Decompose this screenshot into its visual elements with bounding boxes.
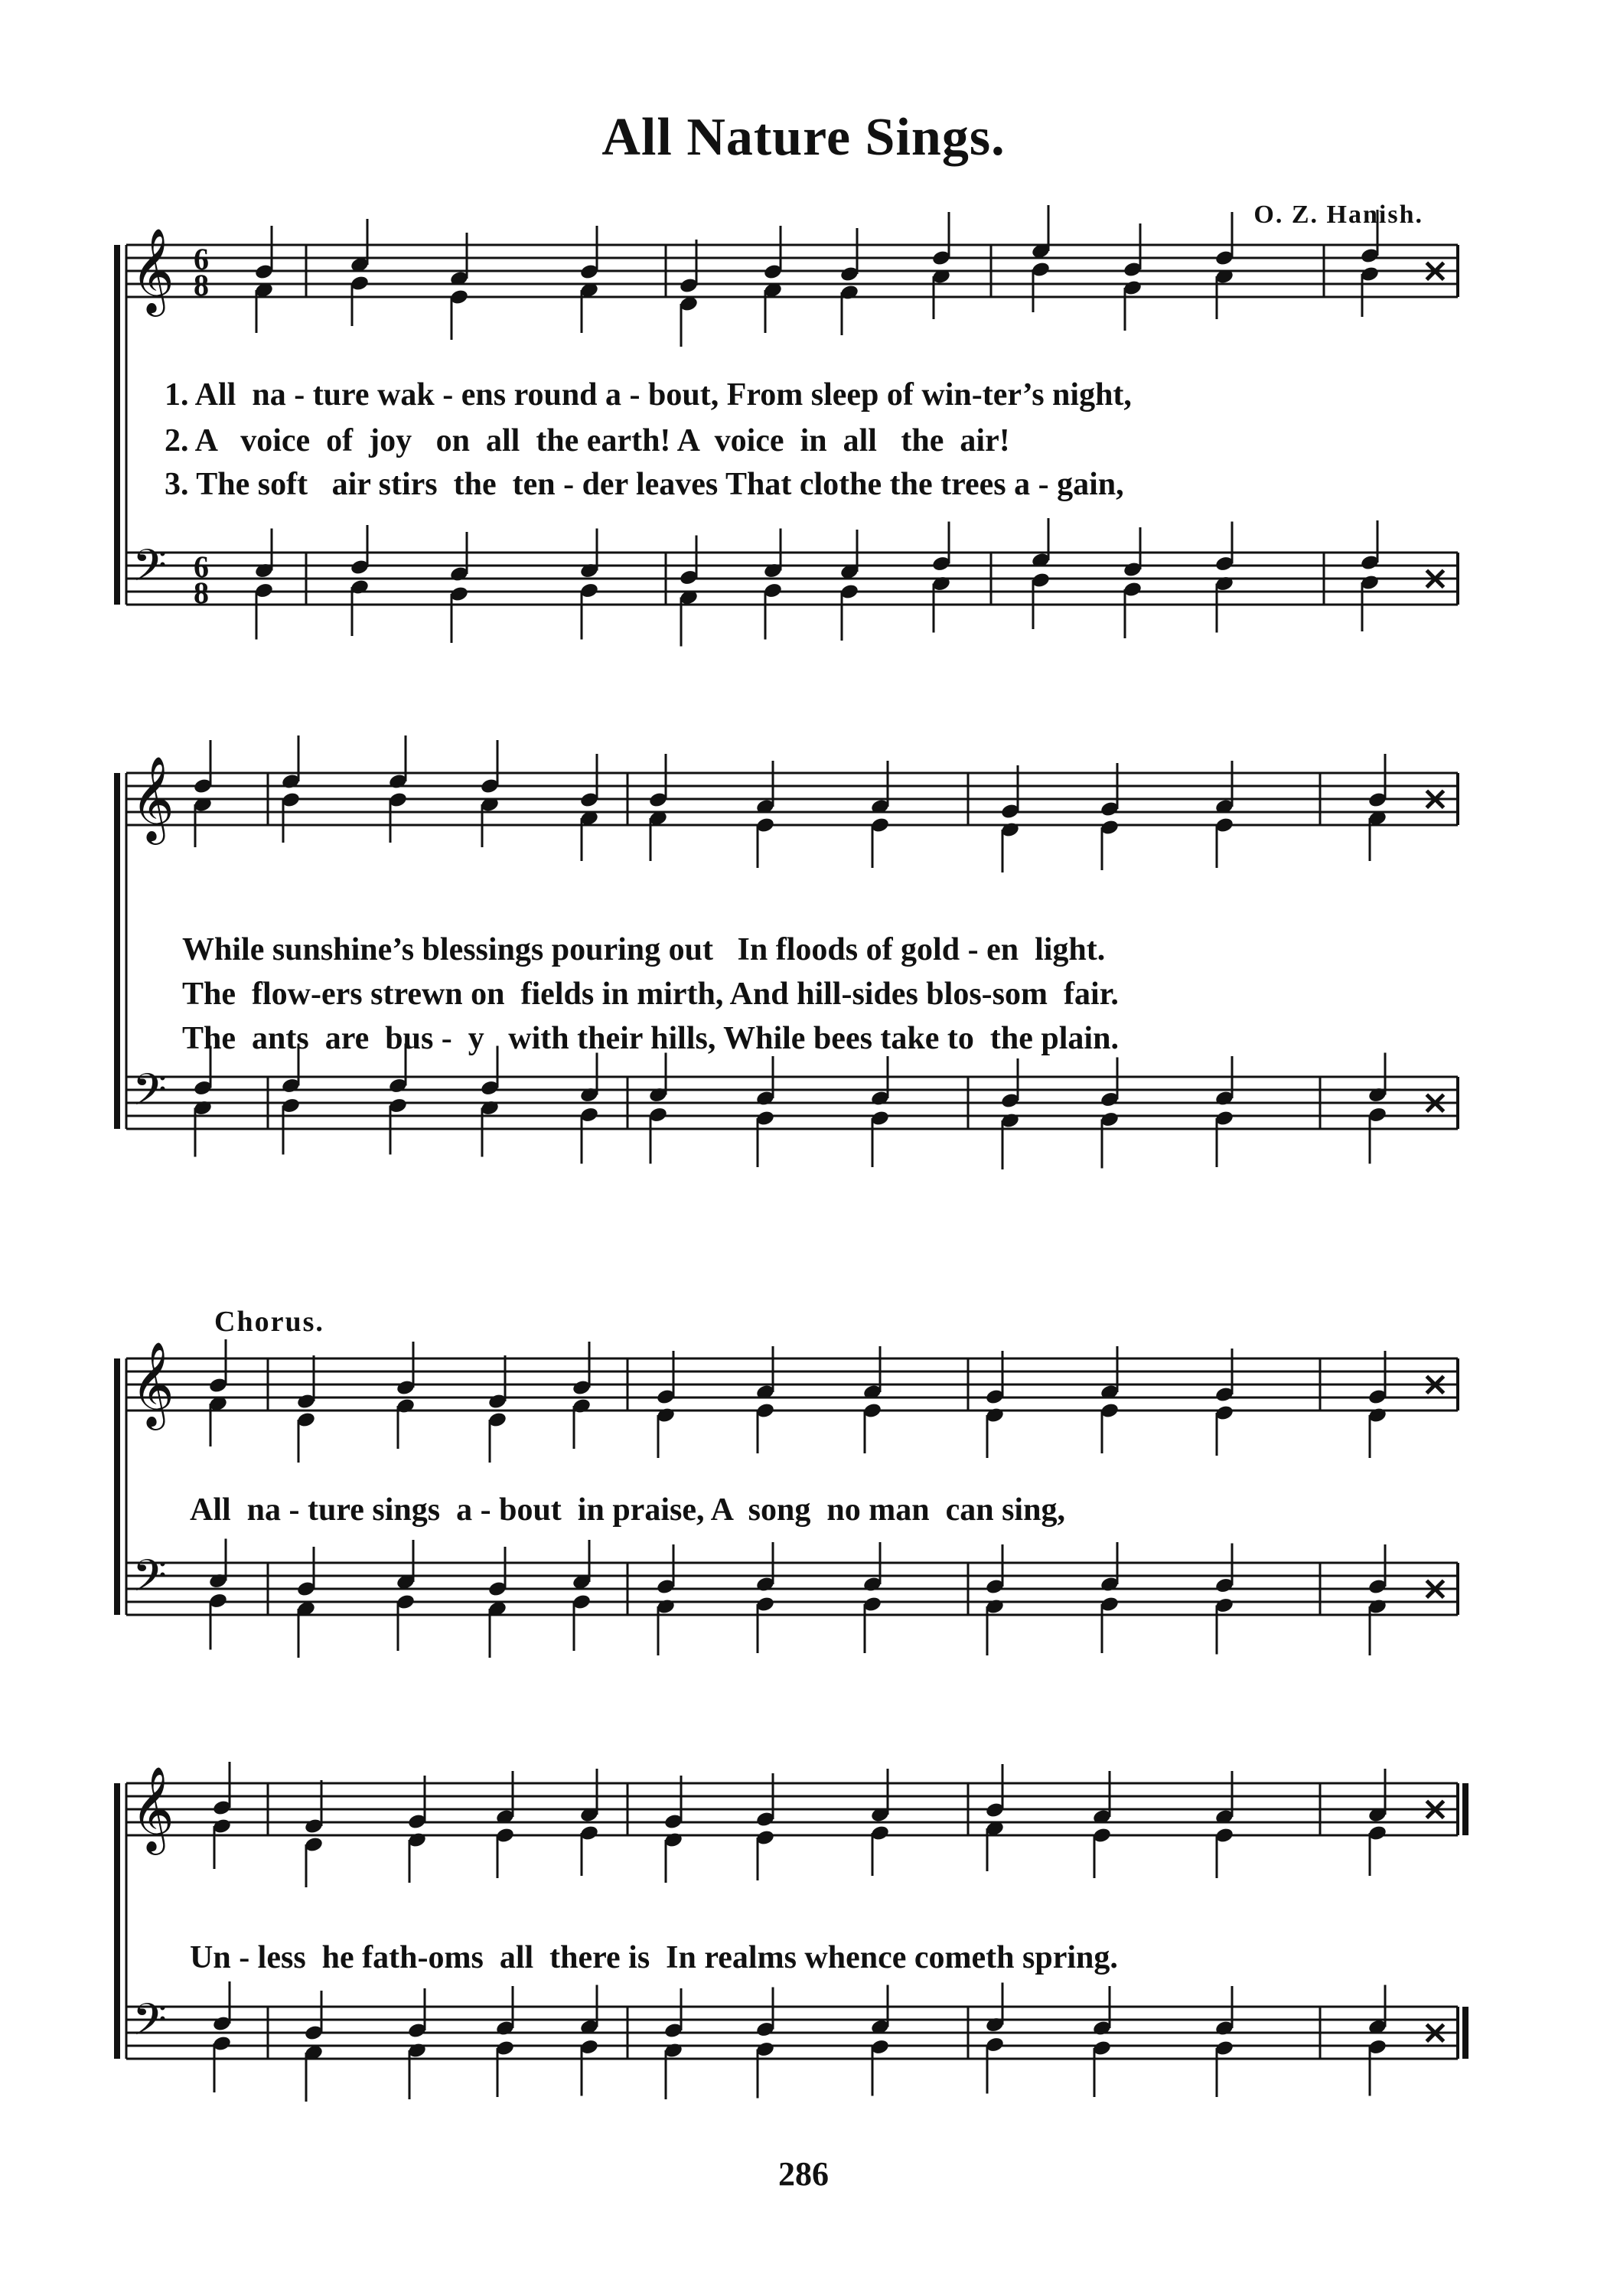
time-signature: 8 [194, 576, 209, 610]
verse1-line2-lyric: While sunshine’s blessings pouring out In floods of gold - en light. [182, 932, 1106, 967]
rest-icon: × [1421, 251, 1449, 290]
treble-clef-icon: 𝄞 [131, 1766, 174, 1851]
bass-clef-icon: 𝄢 [132, 1994, 168, 2056]
rest-icon: × [1421, 559, 1449, 598]
verse3-line2-lyric: The ants are bus - y with their hills, While bees take to the plain. [182, 1021, 1119, 1056]
bass-clef-icon: 𝄢 [132, 540, 168, 602]
time-signature: 8 [194, 268, 209, 302]
rest-icon: × [1421, 1569, 1449, 1608]
page-number: 286 [778, 2155, 829, 2193]
verse2-line1-lyric: 2. A voice of joy on all the earth! A voice in all the air! [165, 423, 1010, 458]
rest-icon: × [1421, 1789, 1449, 1828]
treble-clef-icon: 𝄞 [131, 227, 174, 313]
treble-clef-icon: 𝄞 [131, 755, 174, 841]
chorus-line2-lyric: Un - less he fath-oms all there is In realms whence cometh spring. [190, 1940, 1118, 1975]
verse1-line1-lyric: 1. All na - ture wak - ens round a - bout, From sleep of win-ter’s night, [165, 377, 1132, 413]
rest-icon: × [1421, 1365, 1449, 1404]
time-signature: 6 [194, 242, 209, 276]
verse3-line1-lyric: 3. The soft air stirs the ten - der leaves That clothe the trees a - gain, [165, 467, 1124, 502]
rest-icon: × [1421, 2013, 1449, 2052]
page-title: All Nature Sings. [601, 108, 1006, 167]
rest-icon: × [1421, 779, 1449, 818]
chorus-label: Chorus. [214, 1306, 324, 1338]
verse2-line2-lyric: The flow-ers strewn on fields in mirth, And hill-sides blos-som fair. [182, 977, 1119, 1012]
treble-clef-icon: 𝄞 [131, 1341, 174, 1427]
bass-clef-icon: 𝄢 [132, 1550, 168, 1613]
rest-icon: × [1421, 1083, 1449, 1122]
bass-clef-icon: 𝄢 [132, 1064, 168, 1127]
time-signature: 6 [194, 550, 209, 584]
composer-credit: O. Z. Hanish. [1253, 201, 1423, 229]
grand-staff-system [117, 1762, 1465, 2102]
chorus-line1-lyric: All na - ture sings a - bout in praise, A song no man can sing, [190, 1492, 1065, 1528]
